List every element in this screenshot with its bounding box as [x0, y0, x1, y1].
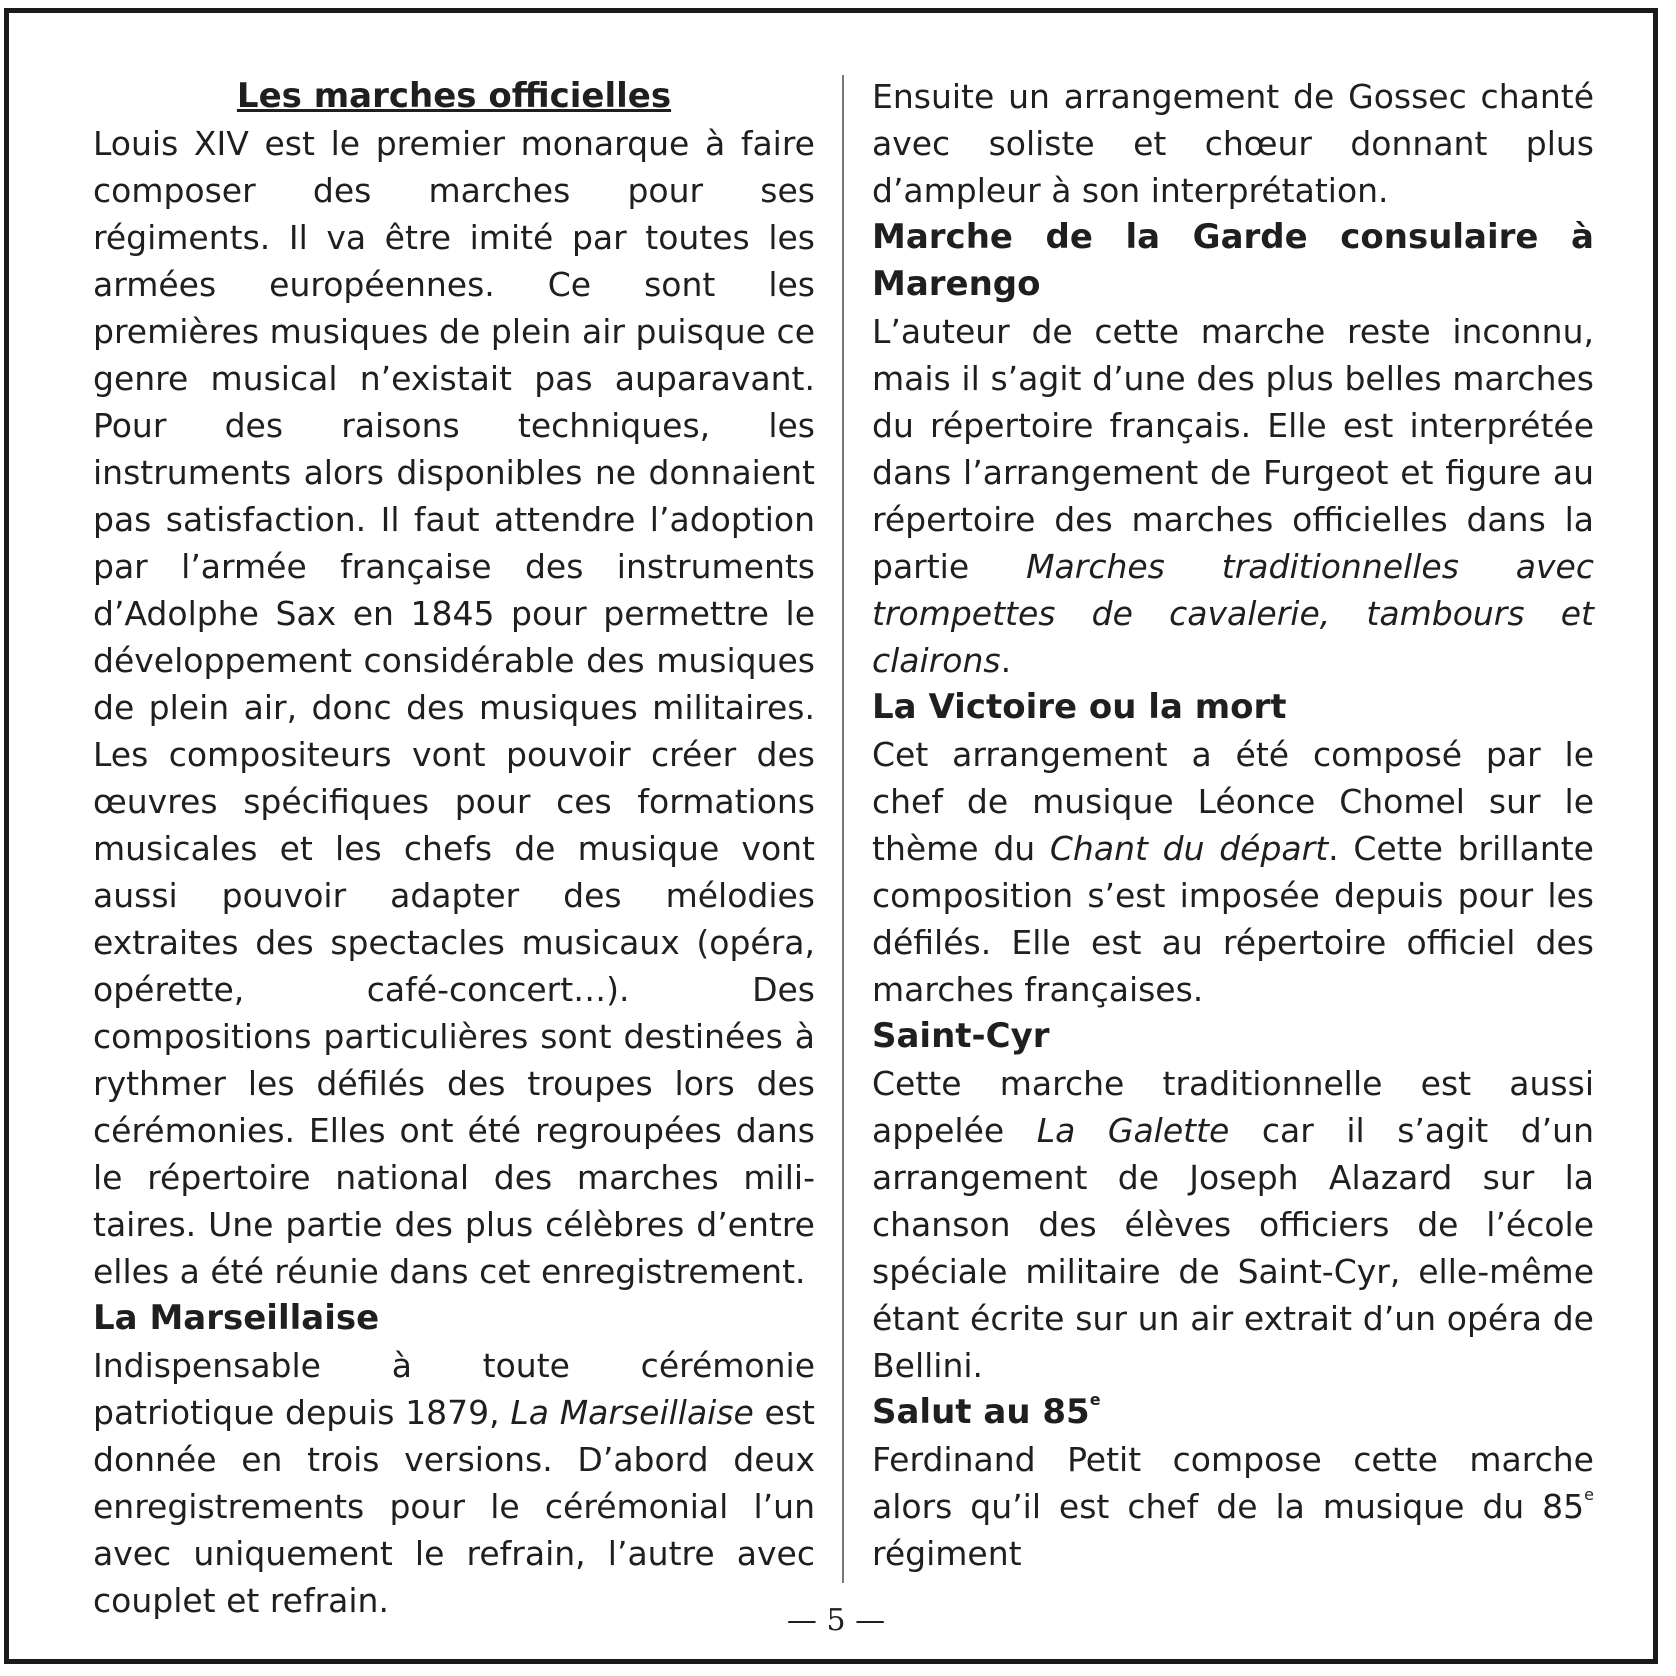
victoire-italic: Chant du départ — [1049, 829, 1329, 868]
intro-paragraph: Louis XIV est le premier monarque à faire composer des marches pour ses régiments. Il va être imité par toutes les armées européennes. Ce sont les premières musiques de plein air puisque ce genre musical n’existait pas auparavant. Pour des raisons techniques, les instruments alors disponibles ne donnaient pas satisfaction. Il faut attendre l’adoption par l’armée française des instruments d’Adolphe Sax en 1845 pour permettre le développement considérable des musiques de plein air, donc des musiques militaires. Les compositeurs vont pouvoir créer des œuvres spécifiques pour ces formations musicales et les chefs de musique vont aussi pouvoir adapter des mélodies extraites des spectacles musicaux (opéra, opérette, café-concert…). Des compositions particulières sont destinées à rythmer les défilés des troupes lors des cérémonies. Elles ont été regroupées dans le répertoire national des marches militaires. Une partie des plus célèbres d’entre elles a été réunie dans cet enregistrement. — [93, 124, 815, 1291]
salut-heading-text: Salut au 85 — [872, 1392, 1090, 1432]
left-column — [93, 73, 815, 1624]
salut-text-superscript: e — [1584, 1485, 1594, 1504]
salut-heading-superscript: e — [1089, 1390, 1101, 1409]
page-frame — [4, 8, 1658, 1664]
garde-italic: Marches traditionnelles avec trompettes de cavalerie, tambours et clairons — [872, 547, 1594, 680]
saintcyr-text: Cette marche traditionnelle est aussi appelée — [872, 1064, 1594, 1150]
section-title: Les marches officielles — [236, 76, 672, 116]
salut-text: Ferdinand Petit compose cette marche alors qu’il est chef de la musique du 85 — [872, 1440, 1594, 1526]
saintcyr-text-end: car il s’agit d’un arrangement de Joseph Alazard sur la chanson des élèves officiers de l’école spéciale militaire de Saint-Cyr, elle-même étant écrite sur un air extrait d’un opéra de Bellini. — [872, 1111, 1594, 1385]
marseillaise-title-italic: La Marseillaise — [510, 1393, 754, 1432]
victoire-paragraph — [872, 731, 1594, 1013]
garde-paragraph — [872, 308, 1594, 684]
saintcyr-italic: La Galette — [1036, 1111, 1230, 1150]
marseillaise-text-end: est donnée en trois versions. D’abord deux enregistrements pour le cérémonial l’un avec uniquement le refrain, l’autre avec couplet et refrain. — [93, 1393, 815, 1620]
salut-text-end: régiment — [872, 1534, 1022, 1573]
heading-garde-consulaire: Marche de la Garde consulaire à Marengo — [872, 217, 1594, 304]
marseillaise-text: Indispensable à toute cérémonie patriotique depuis 1879, — [93, 1346, 815, 1432]
right-column — [872, 73, 1594, 1577]
victoire-text-end: . Cette brillante composition s’est imposée depuis pour les défilés. Elle est au répertoire officiel des marches françaises. — [872, 829, 1594, 1009]
heading-saint-cyr: Saint-Cyr — [872, 1016, 1050, 1056]
heading-la-marseillaise: La Marseillaise — [93, 1298, 380, 1338]
garde-text: L’auteur de cette marche reste inconnu, mais il s’agit d’une des plus belles marches du répertoire français. Elle est interprétée dans l’arrangement de Furgeot et figure au répertoire des marches officielles dans la partie — [872, 312, 1594, 586]
marseillaise-paragraph — [93, 1342, 815, 1624]
heading-victoire: La Victoire ou la mort — [872, 687, 1287, 727]
garde-text-end: . — [1000, 641, 1012, 680]
victoire-text: Cet arrangement a été composé par le chef de musique Léonce Chomel sur le thème du — [872, 735, 1594, 868]
column-divider — [842, 75, 844, 1583]
gossec-paragraph: Ensuite un arrangement de Gossec chanté avec soliste et chœur donnant plus d’ampleur à son interprétation. — [872, 77, 1594, 210]
saintcyr-paragraph — [872, 1060, 1594, 1389]
heading-salut-au-85e — [872, 1389, 1594, 1436]
page-number: — 5 — — [786, 1603, 886, 1638]
salut-paragraph — [872, 1436, 1594, 1577]
